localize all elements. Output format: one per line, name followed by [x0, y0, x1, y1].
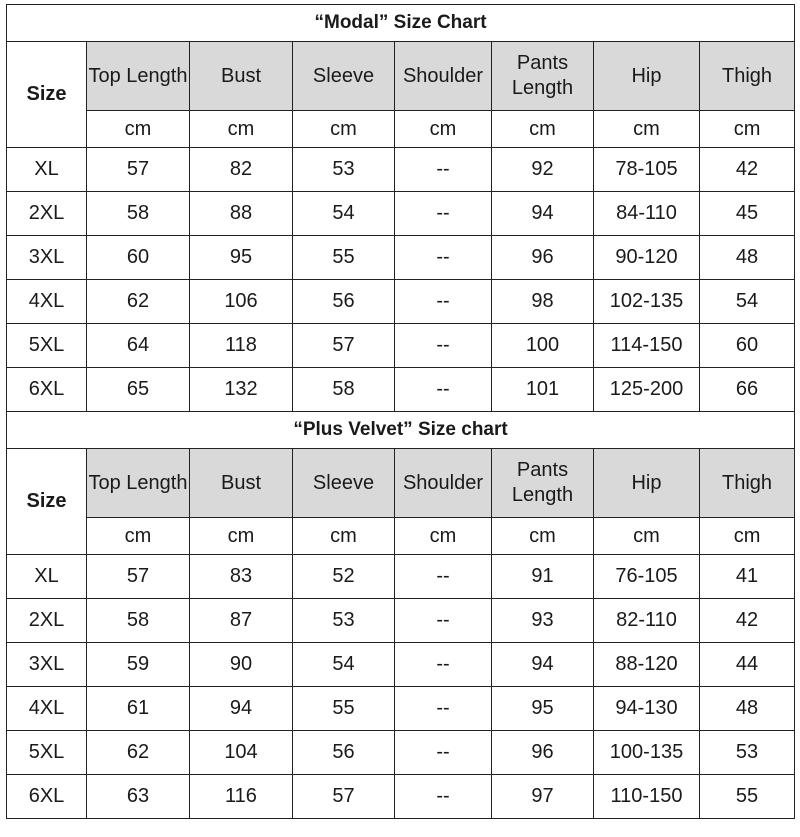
measurement-cell: --: [395, 643, 492, 687]
measurement-cell: 94: [190, 687, 293, 731]
unit-cell: cm: [594, 518, 700, 555]
measurement-cell: 102-135: [594, 280, 700, 324]
size-label-cell: XL: [7, 555, 87, 599]
table-row: [7, 192, 795, 236]
measurement-cell: 92: [492, 148, 594, 192]
column-header: Sleeve: [293, 449, 395, 518]
measurement-cell: 59: [87, 643, 190, 687]
measurement-cell: 100: [492, 324, 594, 368]
unit-cell: cm: [87, 111, 190, 148]
measurement-cell: 101: [492, 368, 594, 412]
measurement-cell: 57: [87, 148, 190, 192]
measurement-cell: --: [395, 236, 492, 280]
measurement-cell: 88: [190, 192, 293, 236]
measurement-cell: 93: [492, 599, 594, 643]
measurement-cell: 90-120: [594, 236, 700, 280]
measurement-cell: 76-105: [594, 555, 700, 599]
table-row: [7, 555, 795, 599]
table-row: [7, 368, 795, 412]
column-header: Hip: [594, 42, 700, 111]
column-header: Pants Length: [492, 449, 594, 518]
table-row: [7, 148, 795, 192]
measurement-cell: 118: [190, 324, 293, 368]
table-title-row: [7, 5, 795, 42]
measurement-cell: 110-150: [594, 775, 700, 819]
measurement-cell: --: [395, 599, 492, 643]
size-label-cell: 4XL: [7, 687, 87, 731]
size-label-cell: 6XL: [7, 775, 87, 819]
table-row: [7, 731, 795, 775]
measurement-cell: 53: [700, 731, 795, 775]
measurement-cell: 83: [190, 555, 293, 599]
measurement-cell: --: [395, 731, 492, 775]
unit-cell: cm: [395, 518, 492, 555]
measurement-cell: 95: [492, 687, 594, 731]
column-header: Pants Length: [492, 42, 594, 111]
unit-cell: cm: [395, 111, 492, 148]
column-header-size: Size: [7, 449, 87, 555]
size-label-cell: 3XL: [7, 643, 87, 687]
table-title: “Plus Velvet” Size chart: [7, 412, 795, 449]
measurement-cell: 94: [492, 192, 594, 236]
unit-cell: cm: [492, 111, 594, 148]
measurement-cell: 132: [190, 368, 293, 412]
measurement-cell: 60: [87, 236, 190, 280]
table-title-row: [7, 412, 795, 449]
measurement-cell: 66: [700, 368, 795, 412]
column-header: Shoulder: [395, 42, 492, 111]
table-row: [7, 324, 795, 368]
measurement-cell: 60: [700, 324, 795, 368]
size-label-cell: 5XL: [7, 731, 87, 775]
size-label-cell: 2XL: [7, 599, 87, 643]
measurement-cell: 48: [700, 236, 795, 280]
measurement-cell: 44: [700, 643, 795, 687]
measurement-cell: 56: [293, 280, 395, 324]
unit-cell: cm: [190, 518, 293, 555]
unit-cell: cm: [700, 111, 795, 148]
column-header: Sleeve: [293, 42, 395, 111]
measurement-cell: --: [395, 775, 492, 819]
column-header: Hip: [594, 449, 700, 518]
measurement-cell: --: [395, 148, 492, 192]
measurement-cell: 55: [700, 775, 795, 819]
size-chart-table: [6, 4, 795, 819]
measurement-cell: 45: [700, 192, 795, 236]
column-header-size: Size: [7, 42, 87, 148]
measurement-cell: 54: [293, 192, 395, 236]
unit-cell: cm: [87, 518, 190, 555]
size-label-cell: 5XL: [7, 324, 87, 368]
measurement-cell: 97: [492, 775, 594, 819]
measurement-cell: 57: [87, 555, 190, 599]
measurement-cell: 94-130: [594, 687, 700, 731]
measurement-cell: 88-120: [594, 643, 700, 687]
column-header: Bust: [190, 449, 293, 518]
measurement-cell: 104: [190, 731, 293, 775]
size-label-cell: 4XL: [7, 280, 87, 324]
column-header: Thigh: [700, 449, 795, 518]
measurement-cell: 42: [700, 599, 795, 643]
table-row: [7, 280, 795, 324]
measurement-cell: 116: [190, 775, 293, 819]
measurement-cell: 41: [700, 555, 795, 599]
column-header-row: [7, 42, 795, 111]
measurement-cell: 61: [87, 687, 190, 731]
column-header: Bust: [190, 42, 293, 111]
measurement-cell: 57: [293, 775, 395, 819]
size-chart-sheet: [6, 4, 794, 819]
measurement-cell: 62: [87, 280, 190, 324]
table-row: [7, 236, 795, 280]
measurement-cell: 52: [293, 555, 395, 599]
measurement-cell: 48: [700, 687, 795, 731]
measurement-cell: 53: [293, 148, 395, 192]
size-label-cell: 6XL: [7, 368, 87, 412]
measurement-cell: 65: [87, 368, 190, 412]
table-title: “Modal” Size Chart: [7, 5, 795, 42]
measurement-cell: 87: [190, 599, 293, 643]
column-header: Shoulder: [395, 449, 492, 518]
measurement-cell: 96: [492, 236, 594, 280]
measurement-cell: 55: [293, 687, 395, 731]
unit-cell: cm: [700, 518, 795, 555]
measurement-cell: 53: [293, 599, 395, 643]
measurement-cell: 63: [87, 775, 190, 819]
measurement-cell: 64: [87, 324, 190, 368]
measurement-cell: --: [395, 555, 492, 599]
measurement-cell: 98: [492, 280, 594, 324]
measurement-cell: --: [395, 192, 492, 236]
measurement-cell: --: [395, 280, 492, 324]
measurement-cell: 114-150: [594, 324, 700, 368]
measurement-cell: 90: [190, 643, 293, 687]
measurement-cell: --: [395, 687, 492, 731]
measurement-cell: 58: [293, 368, 395, 412]
unit-cell: cm: [594, 111, 700, 148]
size-label-cell: XL: [7, 148, 87, 192]
size-label-cell: 3XL: [7, 236, 87, 280]
table-row: [7, 599, 795, 643]
measurement-cell: 54: [293, 643, 395, 687]
measurement-cell: 78-105: [594, 148, 700, 192]
measurement-cell: 58: [87, 599, 190, 643]
measurement-cell: --: [395, 324, 492, 368]
column-header: Top Length: [87, 449, 190, 518]
column-header: Top Length: [87, 42, 190, 111]
measurement-cell: 58: [87, 192, 190, 236]
measurement-cell: 55: [293, 236, 395, 280]
measurement-cell: 57: [293, 324, 395, 368]
column-header-row: [7, 449, 795, 518]
table-row: [7, 775, 795, 819]
measurement-cell: 54: [700, 280, 795, 324]
measurement-cell: 62: [87, 731, 190, 775]
table-row: [7, 643, 795, 687]
size-label-cell: 2XL: [7, 192, 87, 236]
unit-cell: cm: [293, 111, 395, 148]
measurement-cell: 96: [492, 731, 594, 775]
measurement-cell: 94: [492, 643, 594, 687]
measurement-cell: 100-135: [594, 731, 700, 775]
measurement-cell: 84-110: [594, 192, 700, 236]
unit-row: [7, 518, 795, 555]
unit-cell: cm: [492, 518, 594, 555]
measurement-cell: 106: [190, 280, 293, 324]
column-header: Thigh: [700, 42, 795, 111]
measurement-cell: 95: [190, 236, 293, 280]
measurement-cell: 125-200: [594, 368, 700, 412]
measurement-cell: 56: [293, 731, 395, 775]
table-row: [7, 687, 795, 731]
measurement-cell: 91: [492, 555, 594, 599]
unit-cell: cm: [190, 111, 293, 148]
unit-row: [7, 111, 795, 148]
measurement-cell: 82: [190, 148, 293, 192]
unit-cell: cm: [293, 518, 395, 555]
measurement-cell: 82-110: [594, 599, 700, 643]
measurement-cell: --: [395, 368, 492, 412]
measurement-cell: 42: [700, 148, 795, 192]
